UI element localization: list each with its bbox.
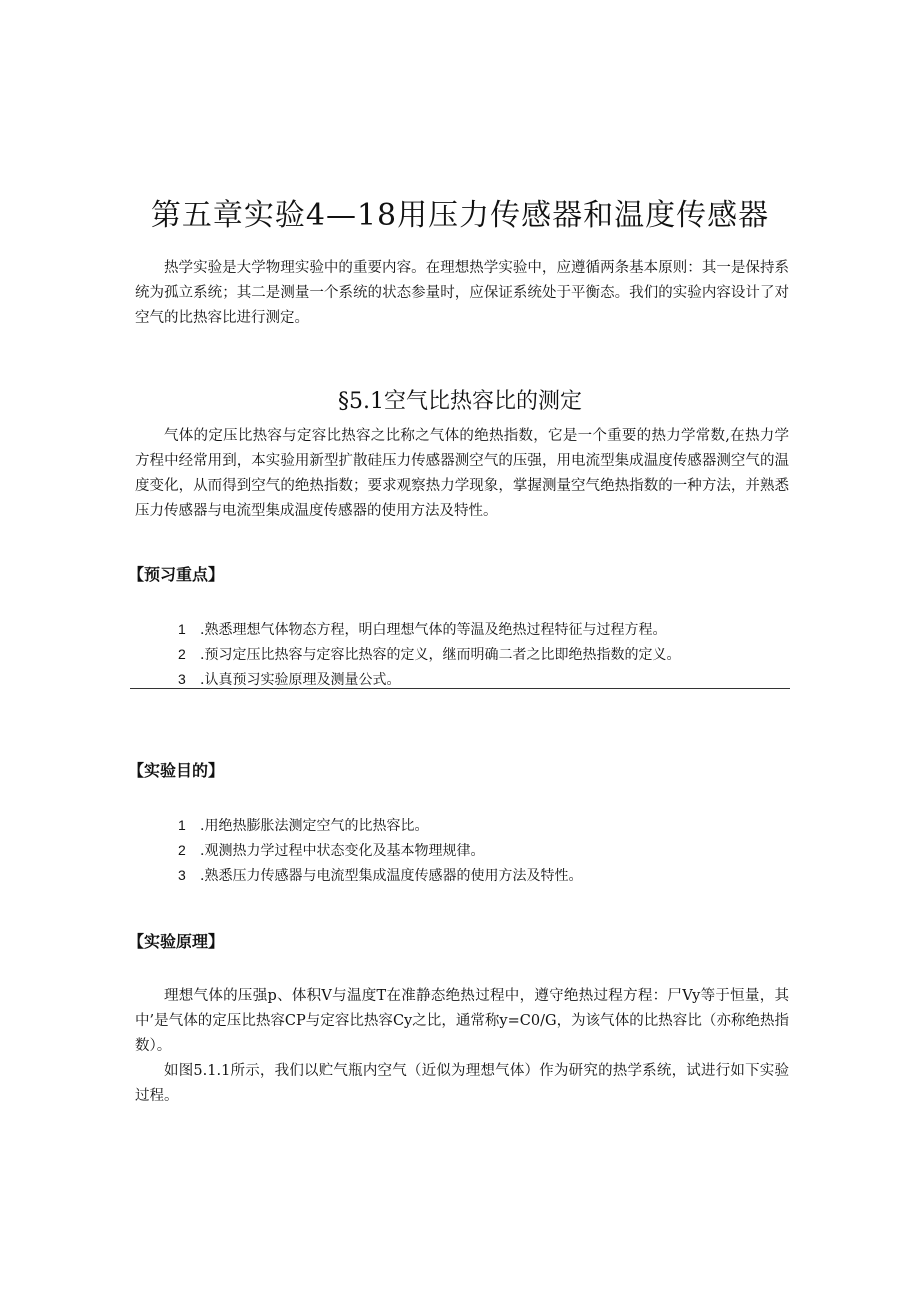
- preview-heading: 【预习重点】: [128, 565, 225, 584]
- list-item: 3 .认真预习实验原理及测量公式。: [178, 671, 401, 688]
- list-item: 1 .用绝热膨胀法测定空气的比热容比。: [178, 817, 429, 834]
- preview-list: [178, 617, 680, 692]
- section-paragraph: 气体的定压比热容与定容比热容之比称之气体的绝热指数，它是一个重要的热力学常数,在热力学方程中经常用到，本实验用新型扩散硅压力传感器测空气的压强，用电流型集成温度传感器测空气的温度变化，从而得到空气的绝热指数；要求观察热力学现象，掌握测量空气绝热指数的一种方法，并熟悉压力传感器与电流型集成温度传感器的使用方法及特性。: [135, 428, 789, 519]
- purpose-list: [178, 813, 582, 888]
- chapter-title: 第五章实验4—18用压力传感器和温度传感器: [150, 198, 770, 233]
- list-item: 2 .预习定压比热容与定容比热容的定义，继而明确二者之比即绝热指数的定义。: [178, 646, 681, 663]
- purpose-heading: 【实验目的】: [128, 761, 225, 780]
- principle-paragraph-2: 如图5.1.1所示，我们以贮气瓶内空气（近似为理想气体）作为研究的热学系统，试进行如下实验过程。: [135, 1063, 789, 1104]
- principle-paragraph-1: 理想气体的压强p、体积V与温度T在准静态绝热过程中，遵守绝热过程方程：尸Vy等于恒量，其中’是气体的定压比热容CP与定容比热容Cy之比，通常称y=C0/G，为该气体的比热容比（亦称绝热指数）。: [135, 988, 789, 1054]
- list-item: 2 .观测热力学过程中状态变化及基本物理规律。: [178, 842, 485, 859]
- list-item: 1 .熟悉理想气体物态方程，明白理想气体的等温及绝热过程特征与过程方程。: [178, 621, 667, 638]
- intro-paragraph: 热学实验是大学物理实验中的重要内容。在理想热学实验中，应遵循两条基本原则：其一是保持系统为孤立系统；其二是测量一个系统的状态参量时，应保证系统处于平衡态。我们的实验内容设计了对空气的比热容比进行测定。: [135, 260, 789, 326]
- section-title: §5.1空气比热容比的测定: [338, 389, 582, 414]
- horizontal-divider: [130, 688, 790, 689]
- principle-heading: 【实验原理】: [128, 932, 225, 951]
- list-item: 3 .熟悉压力传感器与电流型集成温度传感器的使用方法及特性。: [178, 867, 583, 884]
